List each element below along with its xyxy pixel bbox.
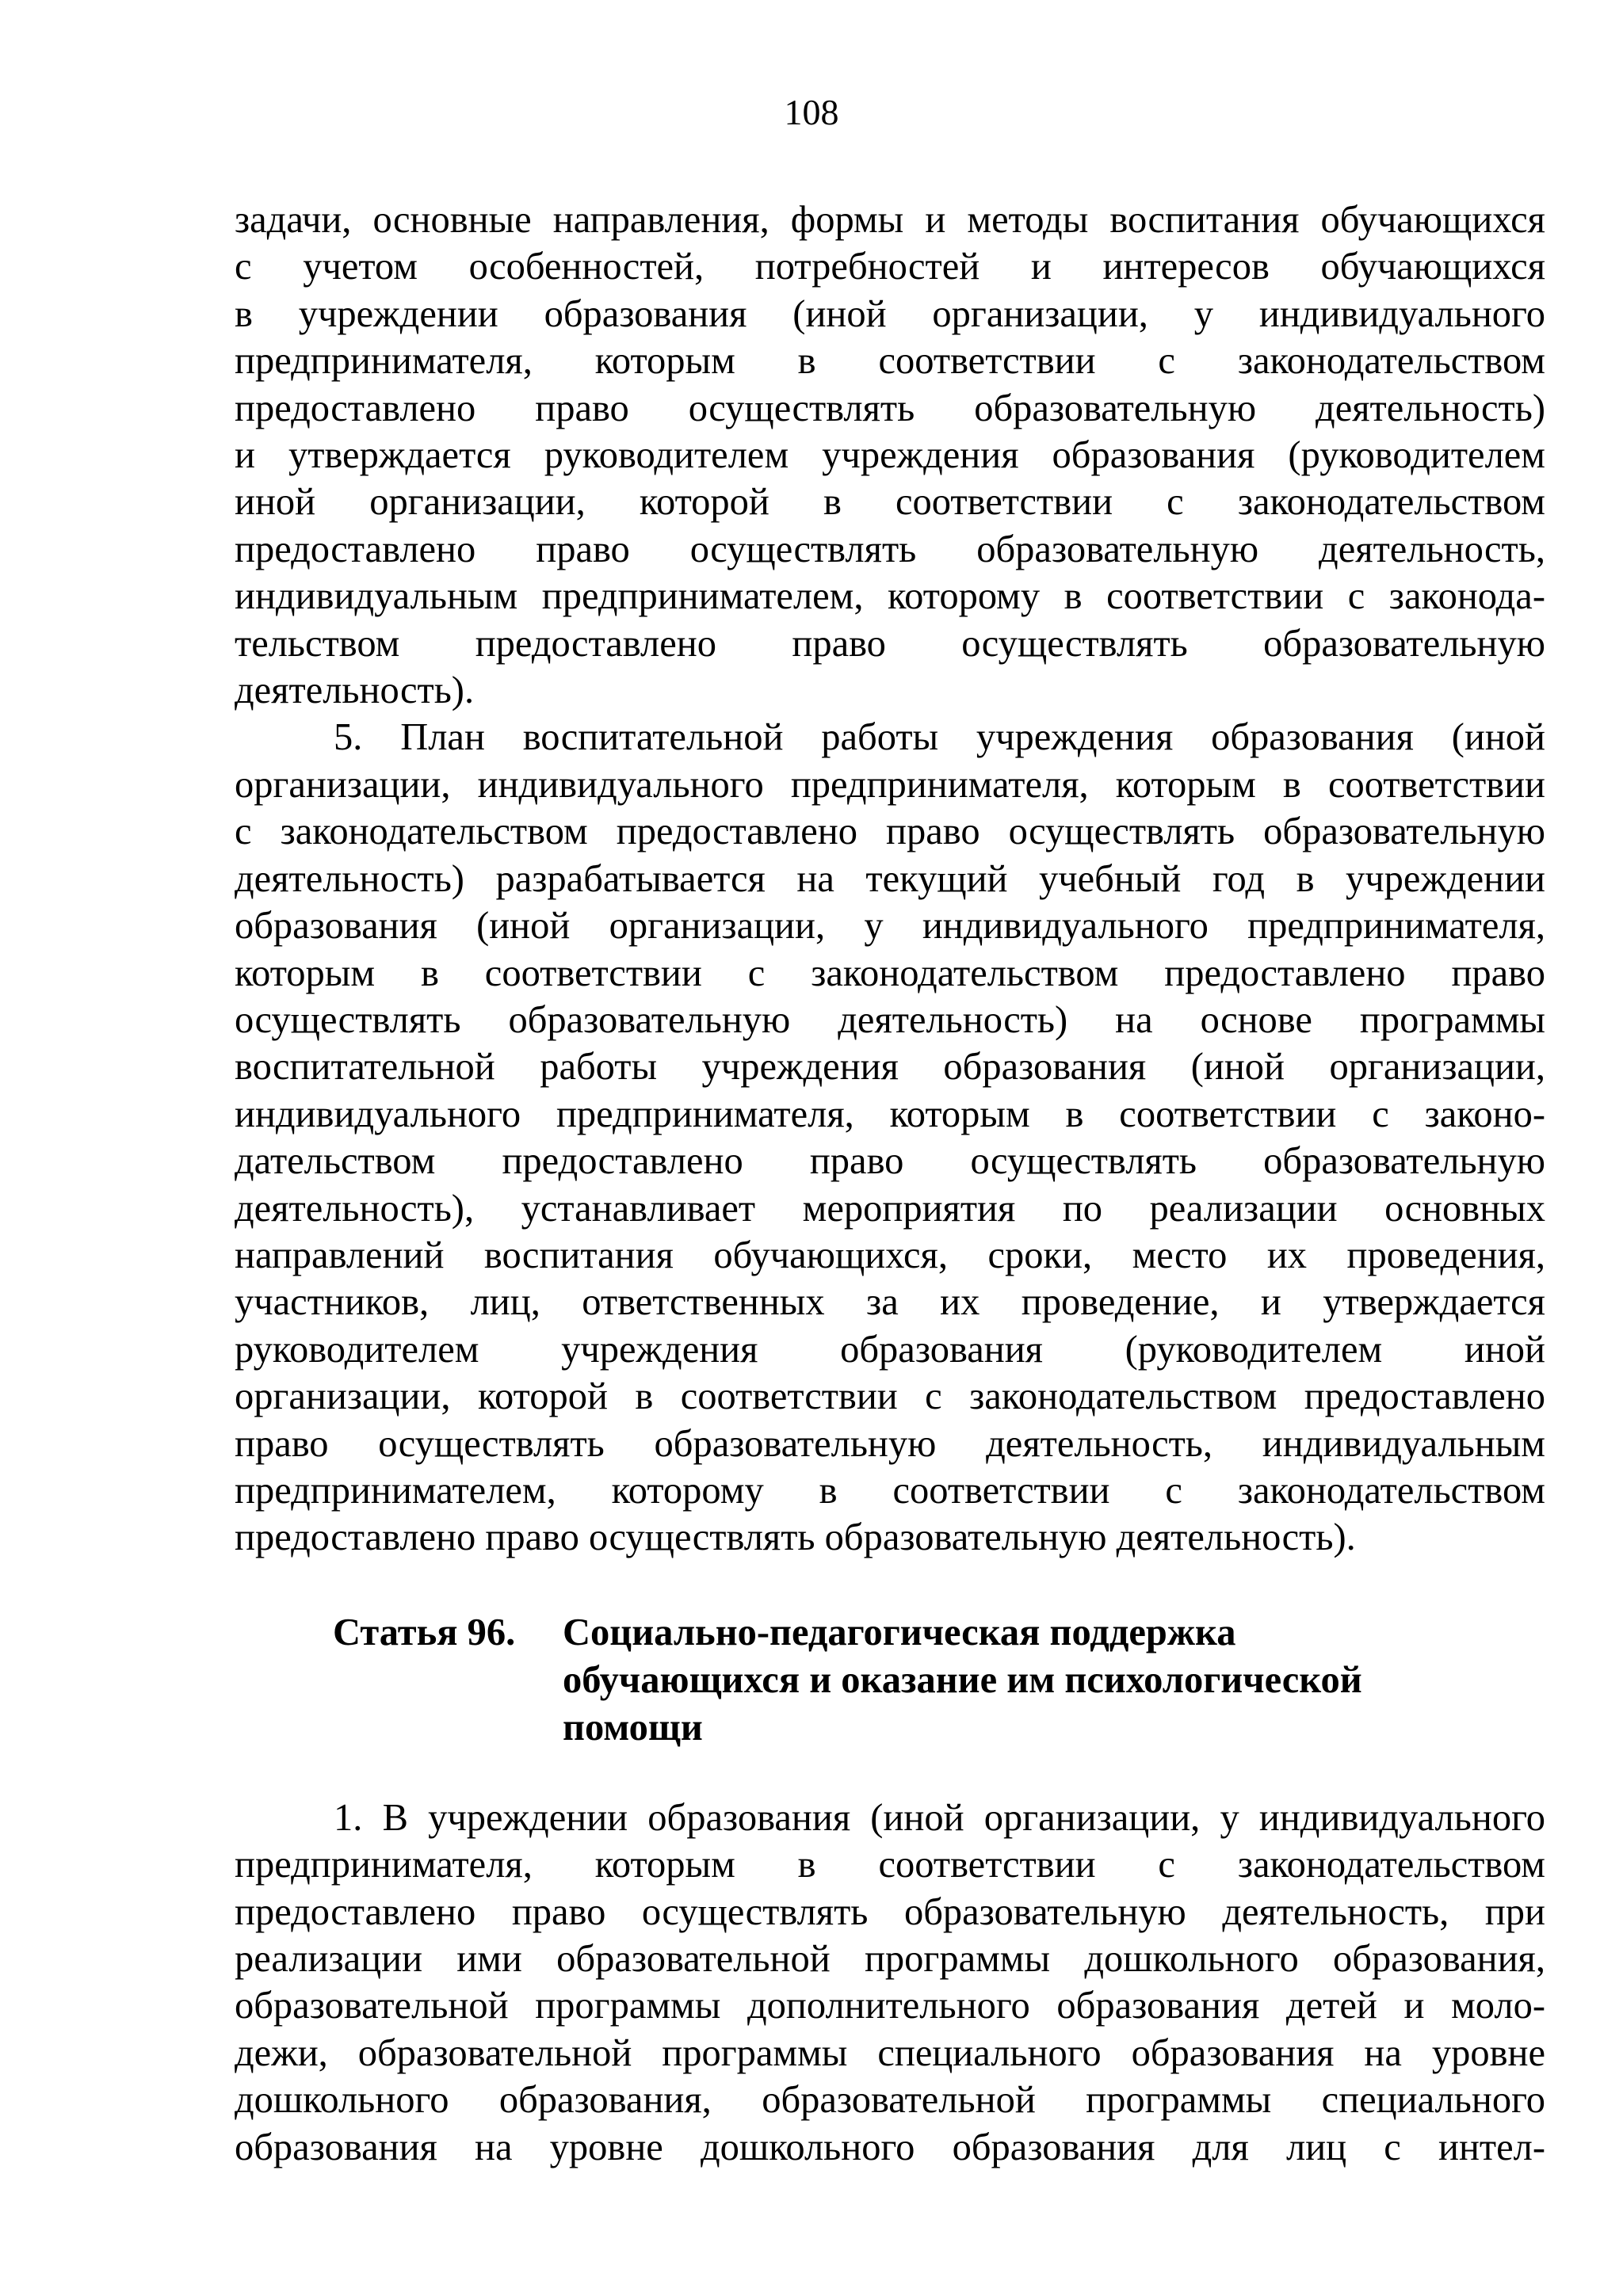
text-line: предоставлено право осуществлять образовательную деятельность) [235,387,1545,429]
text-line: деятельность). [235,669,475,712]
text-line: предпринимателя, которым в соответствии с законодательством [235,1844,1545,1886]
article-title-line: помощи [563,1706,703,1749]
text-line: предоставлено право осуществлять образовательную деятельность, при [235,1890,1545,1933]
page-number: 108 [784,92,839,132]
paragraph-continuation [235,196,1545,714]
text-line: иной организации, которой в соответствии с законодательством [235,481,1545,524]
text-line: организации, индивидуального предпринимателя, которым в соответствии [235,763,1545,806]
text-line: организации, которой в соответствии с законодательством предоставлено [235,1375,1545,1418]
text-line: в учреждении образования (иной организации, у индивидуального [235,292,1545,335]
text-line: тельством предоставлено право осуществлять образовательную [235,622,1545,665]
text-line: предоставлено право осуществлять образовательную деятельность, [235,528,1545,570]
text-line: с законодательством предоставлено право осуществлять образовательную [235,810,1545,853]
text-line: дошкольного образования, образовательной программы специального [235,2079,1545,2122]
text-line: индивидуальным предпринимателем, которому в соответствии с законода- [235,575,1545,618]
article-title [563,1609,1545,1752]
text-line: воспитательной работы учреждения образования (иной организации, [235,1046,1545,1089]
text-line: руководителем учреждения образования (руководителем иной [235,1328,1545,1371]
text-line: участников, лиц, ответственных за их проведение, и утверждается [235,1281,1545,1324]
text-line: образования (иной организации, у индивидуального предпринимателя, [235,905,1545,948]
text-line: предпринимателя, которым в соответствии с законодательством [235,340,1545,383]
text-line: деятельность) разрабатывается на текущий учебный год в учреждении [235,857,1545,900]
text-line: дательством предоставлено право осуществлять образовательную [235,1140,1545,1183]
text-line: реализации ими образовательной программы дошкольного образования, [235,1938,1545,1980]
article-title-line: Социально-педагогическая поддержка [563,1611,1236,1653]
text-line: с учетом особенностей, потребностей и интересов обучающихся [235,246,1545,288]
document-body [235,196,1545,2171]
paragraph-item-1 [235,1794,1545,2171]
text-line: образовательной программы дополнительного образования детей и моло- [235,1985,1545,2027]
text-line: право осуществлять образовательную деятельность, индивидуальным [235,1422,1545,1465]
text-line: дежи, образовательной программы специального образования на уровне [235,2031,1545,2074]
text-line: 1. В учреждении образования (иной организации, у индивидуального [334,1796,1545,1839]
text-line: образования на уровне дошкольного образования для лиц с интел- [235,2126,1545,2168]
text-line: задачи, основные направления, формы и методы воспитания обучающихся [235,199,1545,241]
article-number: Статья 96. [333,1611,516,1653]
text-line: которым в соответствии с законодательством предоставлено право [235,952,1545,994]
text-line: и утверждается руководителем учреждения образования (руководителем [235,434,1545,477]
text-line: предоставлено право осуществлять образовательную деятельность). [235,1516,1356,1559]
text-line: индивидуального предпринимателя, которым в соответствии с законо- [235,1093,1545,1135]
text-line: направлений воспитания обучающихся, сроки, место их проведения, [235,1234,1545,1276]
paragraph-item-5 [235,714,1545,1561]
text-line: осуществлять образовательную деятельность) на основе программы [235,998,1545,1041]
article-title-line: обучающихся и оказание им психологической [563,1658,1362,1701]
text-line: предпринимателем, которому в соответствии с законодательством [235,1469,1545,1512]
article-heading [235,1609,1545,1752]
text-line: деятельность), устанавливает мероприятия по реализации основных [235,1187,1545,1230]
text-line: 5. План воспитательной работы учреждения образования (иной [334,716,1545,759]
